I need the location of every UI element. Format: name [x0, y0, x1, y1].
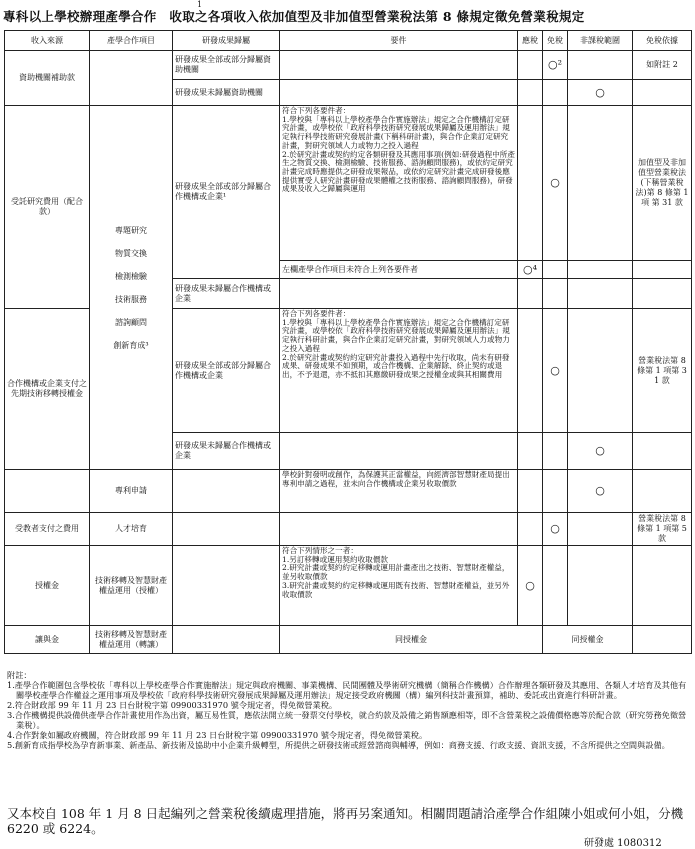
tech-support-nontax-mark: ○: [568, 433, 633, 470]
table-row: [5, 546, 692, 626]
document-title: 專科以上學校辦理產學合作 收取之各項收入依加值型及非加值型營業稅法第 8 條規定徵免營業稅規定: [3, 9, 585, 24]
item-testing: 檢測檢驗: [115, 271, 147, 281]
footer-notice: 又本校自 108 年 1 月 8 日起編列之營業稅後續處理措施，將再另案通知。相關問題請洽產學合作組陳小姐或何小姐，分機 6220 或 6224。: [7, 806, 684, 836]
license-taxable-mark: ○: [518, 546, 543, 626]
commission-taxable-mark: ○⁴: [518, 261, 543, 279]
tech-support-basis: 營業稅法第 8 條第 1 項第 31 款: [633, 309, 692, 433]
note-2: 2.符合財政部 99 年 11 月 23 日台財稅字第 09900331970 號令規定者，得免徵營業稅。: [7, 700, 338, 710]
table-row: [5, 106, 692, 261]
notes-heading: 附註：: [7, 670, 32, 680]
grant-exempt-mark: ○²: [543, 51, 568, 80]
document-number: 研發處 1080312: [584, 838, 662, 849]
table-row: [5, 513, 692, 546]
training-exempt-mark: ○: [543, 513, 568, 546]
header-exempt: 免稅: [543, 31, 568, 51]
table-header-row: [5, 31, 692, 51]
tech-support-requirements: 符合下列各要件者： 1.學校與「專科以上學校產學合作實施辦法」規定之合作機構訂定研究計畫，或學校依「政府科學技術研究發展成果歸屬及運用辦法」規定執行科研計畫，與合作企業訂定研究計畫，對研究領域人力或物力之投入過程 2.於研究計畫或契約約定研究計畫投入過程中先行收取，尚未有研發成果、研發成果不如預期，或合作機構、企業解除、終止契約或退出，不予退還，亦不抵扣其應繳研發成果之授權金或與其相關費用: [280, 309, 518, 433]
training-item: 人才培育: [90, 513, 173, 546]
sale-source: 讓與金: [5, 626, 90, 654]
commission-source: 受託研究費用（配合款）: [5, 106, 90, 309]
item-material-exchange: 物質交換: [115, 248, 147, 258]
tech-support-exempt-mark: ○: [543, 309, 568, 433]
table-row: [5, 626, 692, 654]
grant-ownership-1: 研發成果全部或部分歸屬資助機關: [173, 51, 280, 80]
header-basis: 免稅依據: [633, 31, 692, 51]
table-row: [5, 470, 692, 513]
header-source: 收入來源: [5, 31, 90, 51]
item-tech-service: 技術服務: [115, 294, 147, 304]
item-research: 專題研究: [115, 225, 147, 235]
header-ownership: 研發成果歸屬: [173, 31, 280, 51]
license-source: 授權金: [5, 546, 90, 626]
training-basis: 營業稅法第 8 條第 1 項第 5 款: [633, 513, 692, 546]
note-5: 5.創新育成指學校為孕育新事業、新產品、新技術及協助中小企業升級轉型，所提供之研發技術或經營諮商與輔導，例如：商務支援、行政支援、資訊支援，不含所提供之空間與設備。: [7, 740, 670, 750]
patent-nontax-mark: ○: [568, 470, 633, 513]
patent-item: 專利申請: [90, 470, 173, 513]
sale-mark: 同授權金: [543, 626, 633, 654]
commission-requirements: 符合下列各要件者： 1.學校與「專科以上學校產學合作實施辦法」規定之合作機構訂定研究計畫，或學校依「政府科學技術研究發展成果歸屬及運用辦法」規定執行科學技術研究發展計畫(下稱科研計畫)，與合作企業訂定研究計畫，對研究領域人力或物力之投入過程 2.於研究計畫或契約約定各類研發及其應用事項(例如:研發過程中所產生之物質交換、檢測檢驗、技術服務、諮詢顧問服務)，或依約定研究計畫完成時應提供之研發成果報品，或依約定研究計畫完成研發後應提供實受人研究計畫研發成果體權之技術服務、諮詢顧問服務)，研發成果及收入之歸屬與運用: [280, 106, 518, 261]
commission-ownership-1: 研發成果全部或部分歸屬合作機構或企業¹: [173, 106, 280, 279]
tech-support-source: 合作機構或企業支付之先期技術移轉授權金: [5, 309, 90, 470]
grant-source: 資助機關補助款: [5, 51, 90, 106]
note-1: 1.產學合作範圍包含學校依「專科以上學校產學合作實施辦法」規定與政府機關、事業機構、民間團體及學術研究機構（簡稱合作機構）合作辦理各類研發及其應用、各類人才培育及其他有關學校產學合作權益之運用事項及學校依「政府科學技術研究發展成果歸屬及運用辦法」規定接受政府機關（構）編列科技計畫預算，補助、委託或出資進行科研計畫。: [7, 680, 687, 700]
header-item: 產學合作項目: [90, 31, 173, 51]
header-non-taxable: 非課稅範圍: [568, 31, 633, 51]
patent-requirements: 學校針對發明或創作，為保護其正當權益，向經濟部智慧財產局提出專利申請之過程，並未向合作機構或企業另收取價款: [280, 470, 518, 513]
note-4: 4.合作對象如屬政府機關，符合財政部 99 年 11 月 23 日台財稅字第 09900331970 號令規定者，得免徵營業稅。: [7, 730, 428, 740]
commission-basis: 加值型及非加值型營業稅法(下稱營業稅法)第 8 條第 1 項 第 31 款: [633, 106, 692, 261]
item-consulting: 諮詢顧問: [115, 317, 147, 327]
table-row: [5, 51, 692, 80]
note-3: 3.合作機構提供設備供產學合作計畫使用作為出資，屬互易性質，應依法開立統一發票交付學校，就合約款及設備之銷售額應相等，即不含營業稅之設備價格應等於配合款（研究勞務免徵營業稅）。: [7, 710, 687, 730]
header-requirements: 要件: [280, 31, 518, 51]
tech-support-ownership-1: 研發成果全部或部分歸屬合作機構或企業: [173, 309, 280, 433]
notes: [7, 670, 691, 750]
sale-item: 技術移轉及智慧財產權益運用（轉讓）: [90, 626, 173, 654]
commission-items: [90, 106, 173, 470]
page-number: 1: [197, 0, 203, 9]
commission-requirements-unmet: 左欄產學合作項目未符合上列各要件者: [280, 261, 518, 279]
header-taxable: 應稅: [518, 31, 543, 51]
license-item: 技術移轉及智慧財產權益運用（授權）: [90, 546, 173, 626]
grant-basis: 如附註 2: [633, 51, 692, 80]
grant-nontax-mark: ○: [568, 80, 633, 106]
sale-requirements: 同授權金: [280, 626, 543, 654]
tech-support-ownership-2: 研發成果未歸屬合作機構或企業: [173, 433, 280, 470]
item-incubation: 創新育成³: [113, 340, 149, 350]
commission-ownership-2: 研發成果未歸屬合作機構或企業: [173, 279, 280, 309]
commission-exempt-mark: ○: [543, 106, 568, 261]
grant-ownership-2: 研發成果未歸屬資助機關: [173, 80, 280, 106]
license-requirements: 符合下列情形之一者： 1.另訂移轉或運用契約收取價款 2.研究計畫或契約約定移轉或運用計畫產出之技術、智慧財產權益，並另收取價款 3.研究計畫或契約約定移轉或運用既有技術、智慧財產權益，並另外收取價款: [280, 546, 518, 626]
tax-rules-table: [4, 30, 692, 654]
training-source: 受教者支付之費用: [5, 513, 90, 546]
